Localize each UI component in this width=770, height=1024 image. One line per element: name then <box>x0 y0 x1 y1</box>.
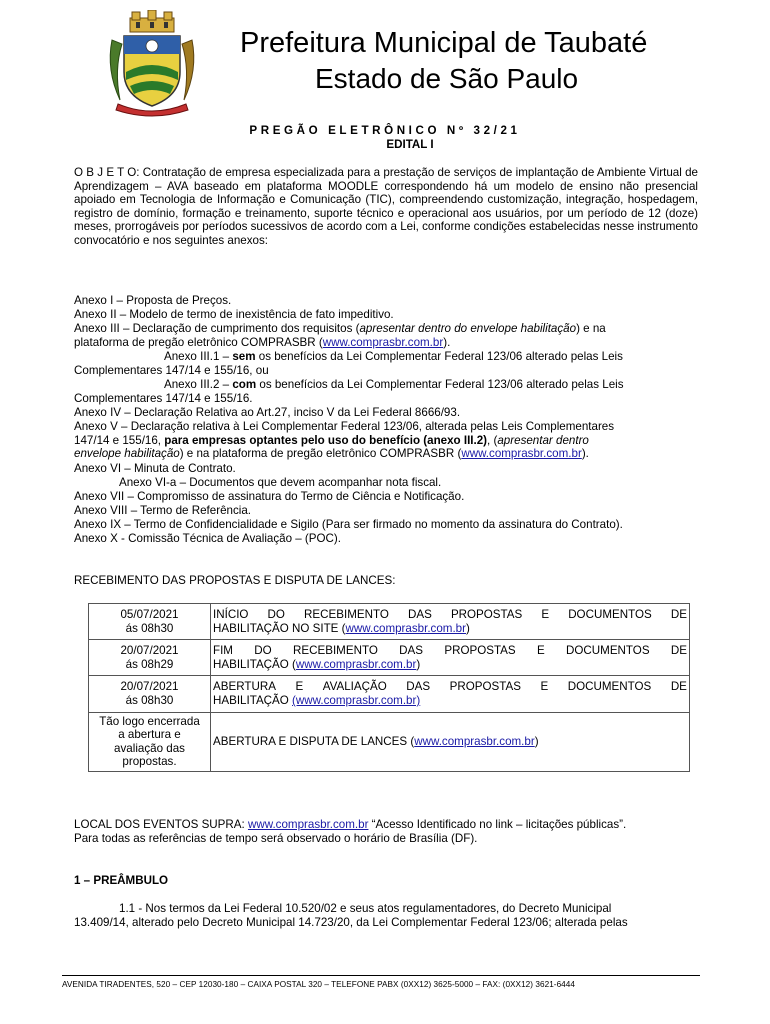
word: E <box>536 644 545 658</box>
event-time: ás 08h30 <box>125 693 174 707</box>
anexo-5-line2-bold: para empresas optantes pelo uso do benefício (anexo III.2) <box>164 433 488 447</box>
anexo-3-1-pre: Anexo III.1 – <box>164 350 233 363</box>
table-cell-event <box>211 604 690 640</box>
anexo-6a: Anexo VI-a – Documentos que devem acompanhar nota fiscal. <box>119 476 442 489</box>
anexo-5-line3-post: ). <box>581 447 589 461</box>
table-cell-date <box>89 676 211 712</box>
preambulo-heading: 1 – PREÂMBULO <box>74 874 169 887</box>
preambulo-line1: 1.1 - Nos termos da Lei Federal 10.520/02 e seus atos regulamentadores, do Decreto Municipal <box>119 902 612 915</box>
word: PROPOSTAS <box>444 644 516 658</box>
event-time: ás 08h30 <box>125 621 174 635</box>
event-date: propostas. <box>122 755 177 769</box>
anexo-6: Anexo VI – Minuta de Contrato. <box>74 462 236 475</box>
comprasbr-link[interactable]: www.comprasbr.com.br <box>414 734 535 748</box>
anexo-5-line3-pre: ) e na plataforma de pregão eletrônico COMPRASBR ( <box>179 447 462 461</box>
word: DOCUMENTOS <box>567 680 652 694</box>
anexo-7: Anexo VII – Compromisso de assinatura do Termo de Ciência e Notificação. <box>74 490 465 503</box>
edital-label: EDITAL I <box>386 138 434 151</box>
word: E <box>295 680 304 694</box>
word: FIM <box>213 644 233 658</box>
anexo-3-text: Anexo III – Declaração de cumprimento dos requisitos ( <box>74 322 360 335</box>
recebimento-heading: RECEBIMENTO DAS PROPOSTAS E DISPUTA DE LANCES: <box>74 574 396 587</box>
table-cell-date <box>89 712 211 771</box>
anexo-8: Anexo VIII – Termo de Referência. <box>74 504 252 517</box>
anexo-5-line1: Anexo V – Declaração relativa à Lei Complementar Federal 123/06, alterada pelas Leis Complementares <box>74 420 615 433</box>
anexo-5-line2-pre: 147/14 e 155/16, <box>74 433 165 447</box>
word: ABERTURA <box>213 680 276 694</box>
footer-address: AVENIDA TIRADENTES, 520 – CEP 12030-180 – CAIXA POSTAL 320 – TELEFONE PABX (0XX12) 3625-5000 – FAX: (0XX12) 3621-6444 <box>62 980 575 989</box>
local-post: “Acesso Identificado no link – licitações públicas”. <box>368 818 627 831</box>
table-cell-date <box>89 640 211 676</box>
anexo-3-post: ) e na <box>576 322 606 335</box>
pregao-number: PREGÃO ELETRÔNICO Nº 32/21 <box>249 124 521 137</box>
anexo-5-line3-italic: envelope habilitação <box>74 447 180 461</box>
word: DAS <box>406 680 431 694</box>
word: PROPOSTAS <box>449 680 521 694</box>
footer-divider <box>62 975 700 976</box>
objeto-label: O B J E T O: <box>74 166 140 179</box>
event-date: 20/07/2021 <box>120 644 179 658</box>
word: DO <box>254 644 272 658</box>
word: PROPOSTAS <box>450 608 523 621</box>
word: DAS <box>399 644 424 658</box>
event-line-end: ) <box>534 734 539 748</box>
event-line2-end: ) <box>416 657 421 671</box>
comprasbr-link[interactable]: (www.comprasbr.com.br) <box>292 693 421 707</box>
word: DE <box>670 608 687 621</box>
word: AVALIAÇÃO <box>322 680 387 694</box>
anexo-10: Anexo X - Comissão Técnica de Avaliação – (POC). <box>74 532 341 545</box>
objeto-text: Contratação de empresa especializada para a prestação de serviços de implantação de Ambiente Virtual de Aprendizagem – AVA baseado em plataforma MOODLE correspondendo há um modelo de ensino não presencial apoiado em Tecnologia de Informação e Comunicação (TIC), compreendendo customização, integração, hospedagem, registro de domínio, formação e treinamento, suporte técnico e operacional aos usuários, por um período de 12 (doze) meses, prorrogáveis por períodos sucessivos de acordo com a Lei, conforme condições estabelecidas nesse instrumento convocatório e nos seguintes anexos: <box>74 166 698 247</box>
anexo-3-1-line2: Complementares 147/14 e 155/16, ou <box>74 364 269 377</box>
word: DOCUMENTOS <box>568 608 652 621</box>
anexo-3-2-post: os benefícios da Lei Complementar Federal 123/06 alterado pelas Leis <box>256 378 624 391</box>
table-row <box>89 676 690 712</box>
anexo-3-italic: apresentar dentro do envelope habilitação <box>359 322 577 335</box>
word: DOCUMENTOS <box>566 644 650 658</box>
word: RECEBIMENTO <box>293 644 378 658</box>
event-line2: HABILITAÇÃO ( <box>213 657 296 671</box>
comprasbr-link[interactable]: www.comprasbr.com.br <box>345 621 466 635</box>
word: RECEBIMENTO <box>304 608 389 621</box>
anexo-9: Anexo IX – Termo de Confidencialidade e Sigilo (Para ser firmado no momento da assinatura do Contrato). <box>74 518 623 531</box>
event-date: Tão logo encerrada <box>99 714 200 728</box>
anexo-5 <box>74 420 698 461</box>
event-line2: HABILITAÇÃO <box>213 693 293 707</box>
anexo-1: Anexo I – Proposta de Preços. <box>74 294 232 307</box>
anexo-5-line2-italic: apresentar dentro <box>497 433 589 447</box>
anexo-3-2-pre: Anexo III.2 – <box>164 378 233 391</box>
table-row <box>89 640 690 676</box>
event-date: 05/07/2021 <box>120 608 179 621</box>
local-eventos <box>74 818 698 832</box>
table-cell-event <box>211 640 690 676</box>
anexo-3-line2-end: ). <box>443 335 451 349</box>
word: INÍCIO <box>213 608 249 621</box>
word: E <box>541 608 550 621</box>
schedule-table <box>88 603 690 772</box>
anexo-3-1 <box>164 350 623 364</box>
word: DO <box>267 608 285 621</box>
word: DAS <box>407 608 432 621</box>
event-date: avaliação das <box>114 741 185 755</box>
anexo-3-2-bold: com <box>232 378 257 391</box>
word: DE <box>670 644 687 658</box>
event-date: 20/07/2021 <box>120 680 179 694</box>
anexo-2: Anexo II – Modelo de termo de inexistência de fato impeditivo. <box>74 308 394 321</box>
objeto-paragraph <box>74 166 698 248</box>
event-line2: HABILITAÇÃO NO SITE ( <box>213 621 346 635</box>
anexo-3-2 <box>164 378 624 392</box>
comprasbr-link[interactable]: www.comprasbr.com.br <box>461 447 582 461</box>
local-label: LOCAL DOS EVENTOS SUPRA: <box>74 818 248 831</box>
word: DE <box>670 680 687 694</box>
anexo-3-2-line2: Complementares 147/14 e 155/16. <box>74 392 253 405</box>
word: E <box>540 680 549 694</box>
event-date: a abertura e <box>118 728 181 742</box>
event-line1 <box>213 644 687 658</box>
page-subtitle: Estado de São Paulo <box>315 63 579 94</box>
table-row <box>89 712 690 771</box>
anexo-3-1-post: os benefícios da Lei Complementar Federal 123/06 alterado pelas Leis <box>255 350 623 363</box>
table-cell-event <box>211 676 690 712</box>
anexo-5-line2-mid: , ( <box>487 433 498 447</box>
event-line1 <box>213 680 687 694</box>
anexo-3-line2: plataforma de pregão eletrônico COMPRASBR ( <box>74 335 323 349</box>
timezone-note: Para todas as referências de tempo será observado o horário de Brasília (DF). <box>74 832 478 845</box>
anexo-4: Anexo IV – Declaração Relativa ao Art.27, inciso V da Lei Federal 8666/93. <box>74 406 461 419</box>
comprasbr-link[interactable]: www.comprasbr.com.br <box>295 657 417 671</box>
municipal-crest-icon <box>104 10 200 118</box>
event-line2-end: ) <box>465 621 470 635</box>
event-line1: ABERTURA E DISPUTA DE LANCES ( <box>213 734 415 748</box>
table-row <box>89 604 690 640</box>
comprasbr-link[interactable]: www.comprasbr.com.br <box>247 818 369 831</box>
preambulo-line2: 13.409/14, alterado pelo Decreto Municipal 14.723/20, da Lei Complementar Federal 123/06; alterada pelas <box>74 916 628 929</box>
table-cell-event <box>211 712 690 771</box>
table-cell-date <box>89 604 211 640</box>
event-line1 <box>213 608 687 622</box>
comprasbr-link[interactable]: www.comprasbr.com.br <box>322 335 444 349</box>
event-time: ás 08h29 <box>125 657 174 671</box>
anexo-3-1-bold: sem <box>232 350 256 363</box>
anexo-3 <box>74 322 698 349</box>
page-title: Prefeitura Municipal de Taubaté <box>240 27 648 59</box>
